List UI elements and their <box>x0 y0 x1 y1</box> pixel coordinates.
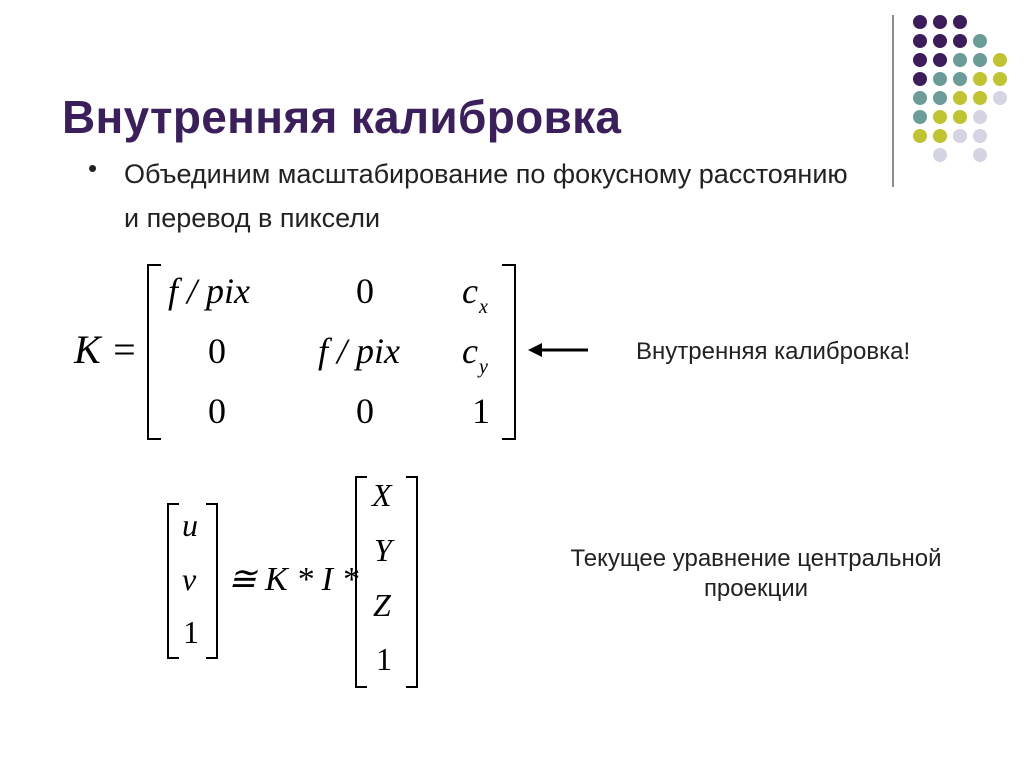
decor-dot <box>973 53 987 67</box>
decor-dot <box>933 110 947 124</box>
decor-dot <box>913 34 927 48</box>
decor-dot <box>933 34 947 48</box>
matrix-lhs: K = <box>74 327 138 372</box>
decor-dot <box>973 72 987 86</box>
decor-dot <box>913 53 927 67</box>
decor-dot <box>933 91 947 105</box>
decor-dot <box>933 72 947 86</box>
left-bracket <box>355 476 367 688</box>
bullet-marker: • <box>88 153 98 183</box>
vector-entry: X <box>372 477 392 513</box>
decor-dot <box>953 72 967 86</box>
matrix-cell: 0 <box>208 391 226 431</box>
matrix-cell-base: c <box>462 331 478 371</box>
matrix-cell-subscript: y <box>478 356 488 378</box>
matrix-cell-base: c <box>462 271 478 311</box>
projection-caption-line: проекции <box>703 575 809 602</box>
decor-dot <box>993 53 1007 67</box>
decor-dot <box>953 53 967 67</box>
decor-dot <box>953 129 967 143</box>
decor-dot <box>933 148 947 162</box>
decor-dot <box>933 53 947 67</box>
vector-entry: Y <box>374 532 392 568</box>
decor-dot <box>913 129 927 143</box>
matrix-cell: f / pix <box>168 271 250 311</box>
decor-dot <box>933 129 947 143</box>
decor-dot <box>913 91 927 105</box>
slide-title: Внутренняя калибровка <box>62 91 622 143</box>
projection-caption <box>536 544 976 604</box>
decor-dot <box>913 72 927 86</box>
matrix-cell: 1 <box>472 391 490 431</box>
decor-dot <box>973 110 987 124</box>
matrix-cell: 0 <box>208 331 226 371</box>
decor-dot <box>913 110 927 124</box>
vector-entry: v <box>182 561 197 597</box>
projection-operator: ≅ K * I * <box>228 561 359 598</box>
decor-dot <box>993 91 1007 105</box>
right-bracket <box>406 476 418 688</box>
vector-entry: 1 <box>183 614 199 650</box>
decor-dot <box>973 91 987 105</box>
bullet-text: Объединим масштабирование по фокусному расстоянию и перевод в пиксели <box>124 159 848 233</box>
vertical-divider <box>892 15 894 187</box>
decor-dot <box>973 34 987 48</box>
matrix-cell <box>462 270 488 318</box>
vector-entry: u <box>182 507 198 543</box>
decor-dot <box>913 15 927 29</box>
decor-dot <box>953 34 967 48</box>
projection-caption-line: Текущее уравнение центральной <box>570 545 942 572</box>
vector-entry: Z <box>373 587 391 623</box>
left-arrow-icon <box>528 340 590 360</box>
left-bracket <box>147 264 161 440</box>
decor-dot <box>973 148 987 162</box>
decor-dot <box>953 91 967 105</box>
matrix-cell-subscript: x <box>478 296 488 318</box>
left-bracket <box>167 503 179 659</box>
right-bracket <box>502 264 516 440</box>
right-bracket <box>206 503 218 659</box>
decor-dot <box>993 72 1007 86</box>
matrix-cell: 0 <box>356 391 374 431</box>
decor-dot <box>953 15 967 29</box>
intrinsic-calibration-caption: Внутренняя калибровка! <box>636 338 911 365</box>
matrix-cell: f / pix <box>318 331 400 371</box>
decor-dot <box>973 129 987 143</box>
vector-entry: 1 <box>376 641 392 677</box>
decor-dot <box>933 15 947 29</box>
matrix-cell <box>462 330 488 378</box>
decor-dot <box>953 110 967 124</box>
matrix-cell: 0 <box>356 271 374 311</box>
